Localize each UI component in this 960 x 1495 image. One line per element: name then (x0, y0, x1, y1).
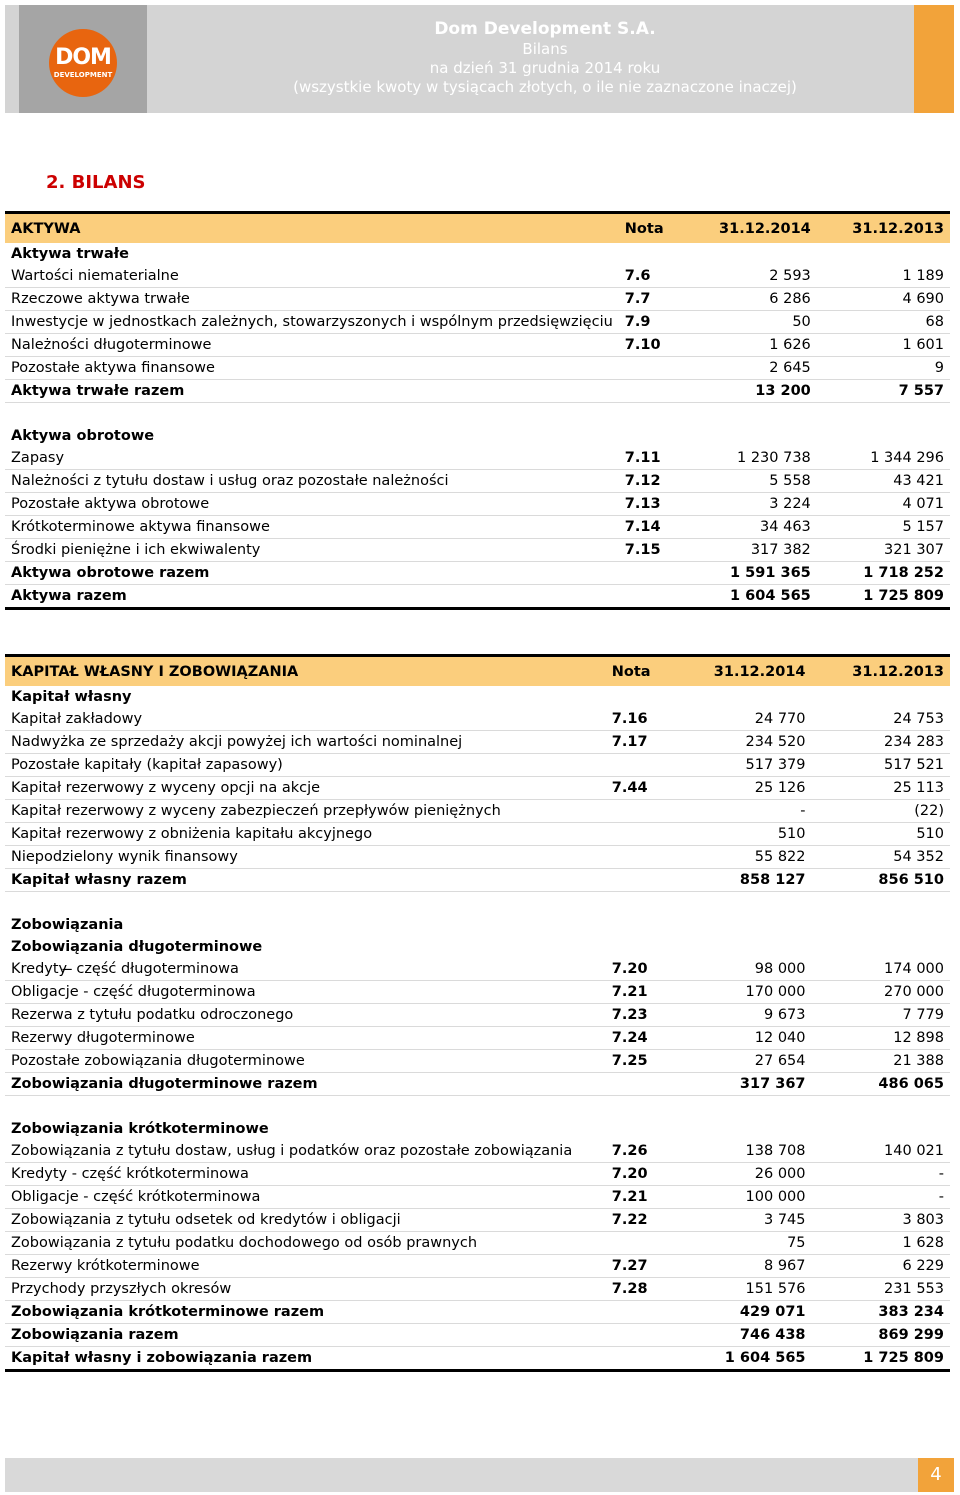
total-row (5, 1073, 950, 1096)
row-nota: 7.13 (619, 493, 684, 516)
header-year-2014: 31.12.2014 (684, 213, 817, 244)
row-nota (606, 1118, 673, 1140)
row-label: Pozostałe kapitały (kapitał zapasowy) (5, 754, 606, 777)
table-row (5, 357, 950, 380)
section-row (5, 425, 950, 447)
row-nota: 7.12 (619, 470, 684, 493)
total-row (5, 585, 950, 609)
row-value-2013: 231 553 (812, 1278, 950, 1301)
row-label: Kapitał własny (11, 689, 132, 705)
row-label: Kapitał zakładowy (5, 708, 606, 731)
row-nota (606, 686, 673, 708)
row-label: Zobowiązania długoterminowe (11, 939, 263, 955)
page-number: 4 (918, 1458, 954, 1492)
row-value-2013: 12 898 (812, 1027, 950, 1050)
row-nota: 7.6 (619, 265, 684, 288)
row-nota: 7.15 (619, 539, 684, 562)
row-value-2014 (673, 936, 811, 958)
row-label: Należności z tytułu dostaw i usług oraz pozostałe należności (5, 470, 619, 493)
row-nota: 7.21 (606, 981, 673, 1004)
row-value-2013 (812, 1096, 950, 1119)
row-label: Obligacje - część krótkoterminowa (5, 1186, 606, 1209)
row-nota (606, 846, 673, 869)
row-value-2013: 856 510 (812, 869, 950, 892)
row-nota: 7.7 (619, 288, 684, 311)
row-value-2013 (812, 914, 950, 936)
header-year-2013: 31.12.2013 (817, 213, 950, 244)
row-label (5, 403, 619, 426)
row-value-2014 (684, 403, 817, 426)
row-value-2014: 3 745 (673, 1209, 811, 1232)
row-nota (606, 1301, 673, 1324)
row-label (5, 892, 606, 915)
row-value-2014: 2 593 (684, 265, 817, 288)
row-nota (606, 936, 673, 958)
row-value-2014: 13 200 (684, 380, 817, 403)
table-row (5, 470, 950, 493)
table-row (5, 288, 950, 311)
row-value-2013: 1 725 809 (812, 1347, 950, 1371)
row-label: Zobowiązania (11, 917, 124, 933)
row-nota (606, 1232, 673, 1255)
table-row (5, 823, 950, 846)
section-row (5, 1118, 950, 1140)
spacer-row (5, 892, 950, 915)
row-nota (619, 425, 684, 447)
assets-table (5, 211, 950, 610)
total-row (5, 1324, 950, 1347)
table-row (5, 1278, 950, 1301)
row-value-2014: 429 071 (673, 1301, 811, 1324)
header-year-2013: 31.12.2013 (812, 656, 950, 687)
row-nota: 7.20 (606, 1163, 673, 1186)
table-row (5, 1186, 950, 1209)
row-value-2013: 1 344 296 (817, 447, 950, 470)
company-name: Dom Development S.A. (434, 19, 656, 39)
row-value-2013: - (812, 1163, 950, 1186)
row-value-2013: 25 113 (812, 777, 950, 800)
row-nota: 7.10 (619, 334, 684, 357)
row-label: Pozostałe aktywa obrotowe (5, 493, 619, 516)
section-row (5, 914, 950, 936)
row-value-2014 (673, 914, 811, 936)
table-row (5, 731, 950, 754)
row-nota (606, 1096, 673, 1119)
row-label: Zobowiązania długoterminowe razem (5, 1073, 606, 1096)
header-label: KAPITAŁ WŁASNY I ZOBOWIĄZANIA (5, 656, 606, 687)
section-row (5, 686, 950, 708)
row-nota: 7.17 (606, 731, 673, 754)
row-value-2013 (812, 936, 950, 958)
equity-liabilities-table (5, 654, 950, 1372)
row-value-2014 (684, 425, 817, 447)
table-row (5, 1004, 950, 1027)
row-nota: 7.22 (606, 1209, 673, 1232)
row-label: Aktywa obrotowe (11, 428, 155, 444)
row-value-2013: 6 229 (812, 1255, 950, 1278)
row-value-2014 (673, 686, 811, 708)
units-note: (wszystkie kwoty w tysiącach złotych, o ile nie zaznaczone inaczej) (293, 78, 797, 96)
row-value-2014: 50 (684, 311, 817, 334)
row-value-2013: 1 189 (817, 265, 950, 288)
row-value-2013: 486 065 (812, 1073, 950, 1096)
table-row (5, 1209, 950, 1232)
total-row (5, 1301, 950, 1324)
row-value-2013 (812, 1118, 950, 1140)
row-value-2014: 6 286 (684, 288, 817, 311)
row-value-2014: 9 673 (673, 1004, 811, 1027)
row-value-2013: 4 690 (817, 288, 950, 311)
row-label: Kapitał rezerwowy z wyceny opcji na akcje (5, 777, 606, 800)
table-row (5, 1050, 950, 1073)
row-value-2013: 234 283 (812, 731, 950, 754)
row-nota: 7.23 (606, 1004, 673, 1027)
row-value-2014: 858 127 (673, 869, 811, 892)
row-value-2014: 8 967 (673, 1255, 811, 1278)
table-row (5, 981, 950, 1004)
table-row (5, 539, 950, 562)
row-value-2013: 5 157 (817, 516, 950, 539)
row-nota (606, 823, 673, 846)
table-row (5, 493, 950, 516)
row-label: Rzeczowe aktywa trwałe (5, 288, 619, 311)
row-value-2014: 317 367 (673, 1073, 811, 1096)
row-value-2013: 1 601 (817, 334, 950, 357)
row-label: Kapitał rezerwowy z obniżenia kapitału akcyjnego (5, 823, 606, 846)
row-label: Zapasy (5, 447, 619, 470)
row-value-2014: 12 040 (673, 1027, 811, 1050)
row-nota (619, 562, 684, 585)
table-row (5, 1140, 950, 1163)
company-logo (49, 29, 117, 97)
row-value-2013: 510 (812, 823, 950, 846)
row-label: Kredyty - część krótkoterminowa (5, 1163, 606, 1186)
row-value-2014: 517 379 (673, 754, 811, 777)
row-value-2013: 174 000 (812, 958, 950, 981)
row-nota: 7.16 (606, 708, 673, 731)
table-row (5, 800, 950, 823)
table-row (5, 1163, 950, 1186)
row-label: Krótkoterminowe aktywa finansowe (5, 516, 619, 539)
row-label: Pozostałe aktywa finansowe (5, 357, 619, 380)
row-nota: 7.25 (606, 1050, 673, 1073)
row-label: Kredyty ̶ część długoterminowa (5, 958, 606, 981)
row-value-2014: 510 (673, 823, 811, 846)
table-row (5, 311, 950, 334)
row-nota: 7.27 (606, 1255, 673, 1278)
row-nota (619, 243, 684, 265)
row-value-2013 (817, 403, 950, 426)
table-row (5, 334, 950, 357)
row-value-2013: (22) (812, 800, 950, 823)
spacer-row (5, 1096, 950, 1119)
row-value-2014: 55 822 (673, 846, 811, 869)
total-row (5, 380, 950, 403)
row-value-2013 (817, 243, 950, 265)
row-nota: 7.26 (606, 1140, 673, 1163)
row-label (5, 1096, 606, 1119)
total-row (5, 1347, 950, 1371)
row-nota (606, 914, 673, 936)
row-value-2013: 383 234 (812, 1301, 950, 1324)
row-value-2014: 98 000 (673, 958, 811, 981)
row-label: Aktywa razem (5, 585, 619, 609)
row-value-2014 (673, 892, 811, 915)
row-value-2014: - (673, 800, 811, 823)
row-value-2013: 140 021 (812, 1140, 950, 1163)
row-value-2014: 3 224 (684, 493, 817, 516)
row-label: Zobowiązania z tytułu dostaw, usług i podatków oraz pozostałe zobowiązania (5, 1140, 606, 1163)
row-label: Zobowiązania z tytułu odsetek od kredytów i obligacji (5, 1209, 606, 1232)
table-row (5, 958, 950, 981)
row-value-2014: 1 604 565 (684, 585, 817, 609)
row-nota (606, 754, 673, 777)
header-text (265, 19, 825, 97)
row-value-2014: 26 000 (673, 1163, 811, 1186)
row-value-2013 (812, 892, 950, 915)
row-nota: 7.28 (606, 1278, 673, 1301)
row-value-2013: 1 628 (812, 1232, 950, 1255)
row-value-2014: 1 591 365 (684, 562, 817, 585)
row-label: Nadwyżka ze sprzedaży akcji powyżej ich wartości nominalnej (5, 731, 606, 754)
table-row (5, 708, 950, 731)
row-label: Obligacje - część długoterminowa (5, 981, 606, 1004)
row-value-2014: 170 000 (673, 981, 811, 1004)
row-value-2014 (673, 1118, 811, 1140)
row-label: Zobowiązania krótkoterminowe razem (5, 1301, 606, 1324)
row-value-2014: 1 626 (684, 334, 817, 357)
row-nota: 7.20 (606, 958, 673, 981)
table-row (5, 846, 950, 869)
row-value-2014: 151 576 (673, 1278, 811, 1301)
row-value-2013: - (812, 1186, 950, 1209)
header-nota: Nota (606, 656, 673, 687)
header-nota: Nota (619, 213, 684, 244)
row-nota: 7.44 (606, 777, 673, 800)
report-date: na dzień 31 grudnia 2014 roku (429, 59, 661, 77)
total-row (5, 869, 950, 892)
row-value-2013: 517 521 (812, 754, 950, 777)
row-label: Kapitał własny razem (5, 869, 606, 892)
row-label: Aktywa trwałe razem (5, 380, 619, 403)
row-label: Kapitał własny i zobowiązania razem (5, 1347, 606, 1371)
row-value-2013: 1 718 252 (817, 562, 950, 585)
row-nota (606, 1324, 673, 1347)
row-value-2014: 234 520 (673, 731, 811, 754)
section-title: 2. BILANS (46, 172, 146, 193)
row-nota (606, 1073, 673, 1096)
row-value-2013: 54 352 (812, 846, 950, 869)
row-value-2013: 9 (817, 357, 950, 380)
row-label: Kapitał rezerwowy z wyceny zabezpieczeń przepływów pieniężnych (5, 800, 606, 823)
table-row (5, 1255, 950, 1278)
row-label: Rezerwy długoterminowe (5, 1027, 606, 1050)
table-row (5, 1027, 950, 1050)
row-label: Zobowiązania z tytułu podatku dochodowego od osób prawnych (5, 1232, 606, 1255)
row-label: Wartości niematerialne (5, 265, 619, 288)
row-label: Należności długoterminowe (5, 334, 619, 357)
table-row (5, 777, 950, 800)
row-value-2014: 100 000 (673, 1186, 811, 1209)
row-nota (606, 800, 673, 823)
row-label: Rezerwa z tytułu podatku odroczonego (5, 1004, 606, 1027)
logo-text: DOM (55, 45, 111, 70)
table-header (5, 213, 950, 244)
row-label: Pozostałe zobowiązania długoterminowe (5, 1050, 606, 1073)
row-label: Zobowiązania razem (5, 1324, 606, 1347)
row-value-2013: 68 (817, 311, 950, 334)
row-value-2014: 1 604 565 (673, 1347, 811, 1371)
header-label: AKTYWA (5, 213, 619, 244)
document-title: Bilans (522, 40, 568, 58)
row-value-2014: 2 645 (684, 357, 817, 380)
table-row (5, 1232, 950, 1255)
row-nota (619, 585, 684, 609)
row-value-2013: 270 000 (812, 981, 950, 1004)
row-nota: 7.9 (619, 311, 684, 334)
row-value-2013 (812, 686, 950, 708)
spacer-row (5, 403, 950, 426)
row-value-2014: 317 382 (684, 539, 817, 562)
row-nota (619, 357, 684, 380)
row-value-2014: 27 654 (673, 1050, 811, 1073)
row-nota (606, 1347, 673, 1371)
row-value-2013: 3 803 (812, 1209, 950, 1232)
table-row (5, 516, 950, 539)
row-value-2014: 746 438 (673, 1324, 811, 1347)
row-label: Rezerwy krótkoterminowe (5, 1255, 606, 1278)
row-nota: 7.14 (619, 516, 684, 539)
row-value-2013: 321 307 (817, 539, 950, 562)
table-header (5, 656, 950, 687)
row-value-2013: 43 421 (817, 470, 950, 493)
row-value-2014: 34 463 (684, 516, 817, 539)
row-value-2014: 25 126 (673, 777, 811, 800)
row-nota (619, 380, 684, 403)
row-label: Zobowiązania krótkoterminowe (11, 1121, 269, 1137)
table-row (5, 265, 950, 288)
table-row (5, 447, 950, 470)
row-nota (619, 403, 684, 426)
row-value-2013: 21 388 (812, 1050, 950, 1073)
row-value-2014: 138 708 (673, 1140, 811, 1163)
section-row (5, 243, 950, 265)
row-value-2014: 1 230 738 (684, 447, 817, 470)
row-nota (606, 869, 673, 892)
row-value-2013: 4 071 (817, 493, 950, 516)
row-value-2013 (817, 425, 950, 447)
row-value-2013: 869 299 (812, 1324, 950, 1347)
row-value-2013: 24 753 (812, 708, 950, 731)
row-value-2013: 7 779 (812, 1004, 950, 1027)
logo-panel (19, 5, 147, 113)
row-value-2014 (684, 243, 817, 265)
total-row (5, 562, 950, 585)
page-header (5, 5, 954, 113)
table-row (5, 754, 950, 777)
row-label: Niepodzielony wynik finansowy (5, 846, 606, 869)
row-label: Aktywa obrotowe razem (5, 562, 619, 585)
row-value-2014 (673, 1096, 811, 1119)
row-value-2014: 75 (673, 1232, 811, 1255)
row-nota: 7.24 (606, 1027, 673, 1050)
row-value-2013: 1 725 809 (817, 585, 950, 609)
row-value-2014: 5 558 (684, 470, 817, 493)
section-row (5, 936, 950, 958)
row-nota: 7.11 (619, 447, 684, 470)
page-footer (5, 1458, 954, 1492)
logo-subtext: DEVELOPMENT (53, 71, 113, 79)
row-nota: 7.21 (606, 1186, 673, 1209)
row-label: Inwestycje w jednostkach zależnych, stowarzyszonych i wspólnym przedsięwzięciu (5, 311, 619, 334)
row-label: Aktywa trwałe (11, 246, 129, 262)
row-label: Przychody przyszłych okresów (5, 1278, 606, 1301)
header-year-2014: 31.12.2014 (673, 656, 811, 687)
row-label: Środki pieniężne i ich ekwiwalenty (5, 539, 619, 562)
row-nota (606, 892, 673, 915)
header-accent (914, 5, 954, 113)
row-value-2014: 24 770 (673, 708, 811, 731)
row-value-2013: 7 557 (817, 380, 950, 403)
